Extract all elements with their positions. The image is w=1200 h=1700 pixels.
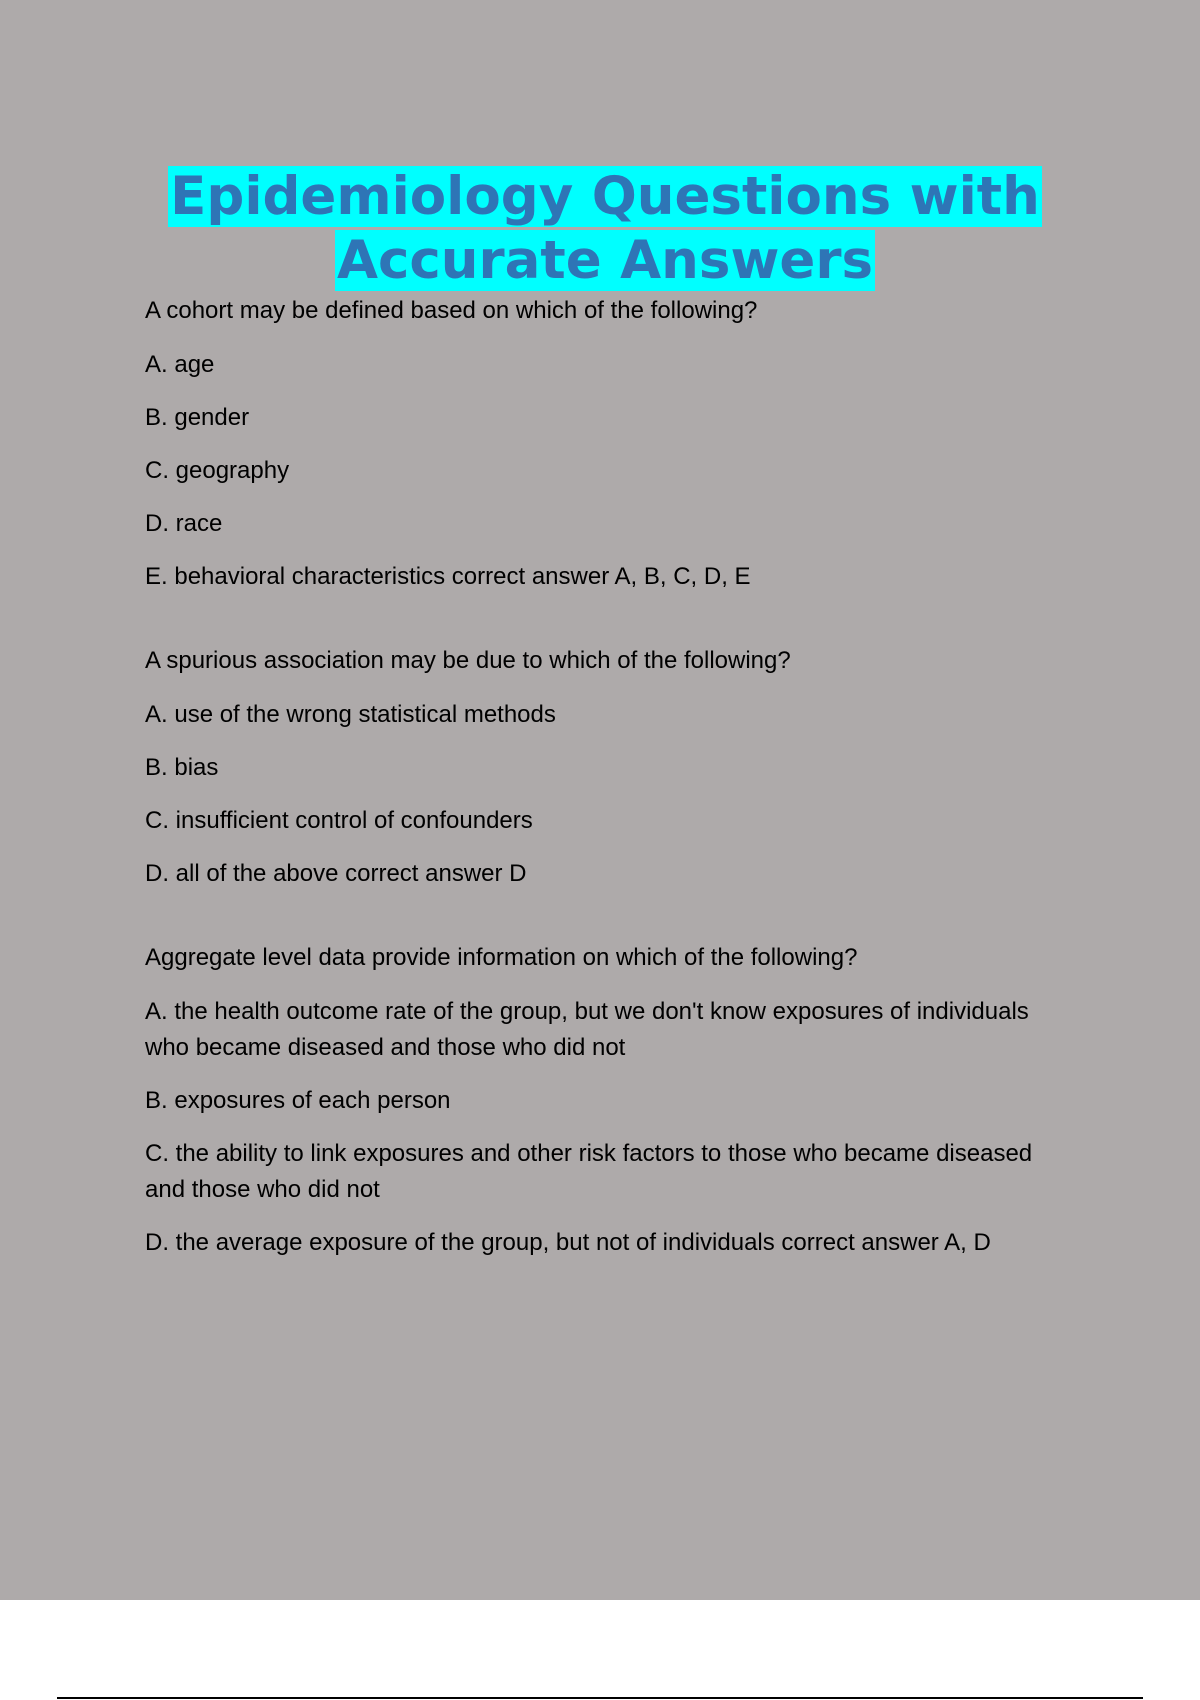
footer-divider — [57, 1697, 1143, 1699]
answer-option: A. the health outcome rate of the group, but we don't know exposures of individuals who became diseased and those who did not — [145, 998, 1029, 1061]
question-text: Aggregate level data provide information on which of the following? — [145, 944, 858, 971]
question-block — [145, 643, 1065, 892]
title-line-1: Epidemiology Questions with — [170, 166, 1040, 227]
answer-option: D. race — [145, 510, 223, 537]
answer-option: D. all of the above correct answer D — [145, 860, 527, 887]
answer-option: A. age — [145, 351, 215, 378]
answer-option: A. use of the wrong statistical methods — [145, 701, 556, 728]
answer-option: C. insufficient control of confounders — [145, 807, 533, 834]
answer-option: C. the ability to link exposures and other risk factors to those who became diseased and those who did not — [145, 1140, 1033, 1203]
answer-option: D. the average exposure of the group, but not of individuals correct answer A, D — [145, 1229, 991, 1256]
answer-option: B. gender — [145, 404, 250, 431]
answer-option: B. exposures of each person — [145, 1087, 451, 1114]
document-body — [145, 165, 1065, 1309]
question-block — [145, 940, 1065, 1261]
title-line-2: Accurate Answers — [336, 230, 874, 291]
question-text: A cohort may be defined based on which of the following? — [145, 297, 758, 324]
question-text: A spurious association may be due to which of the following? — [145, 647, 791, 674]
answer-option: B. bias — [145, 754, 219, 781]
question-block — [145, 293, 1065, 595]
document-title — [105, 165, 1105, 293]
answer-option: E. behavioral characteristics correct answer A, B, C, D, E — [145, 563, 751, 590]
answer-option: C. geography — [145, 457, 290, 484]
